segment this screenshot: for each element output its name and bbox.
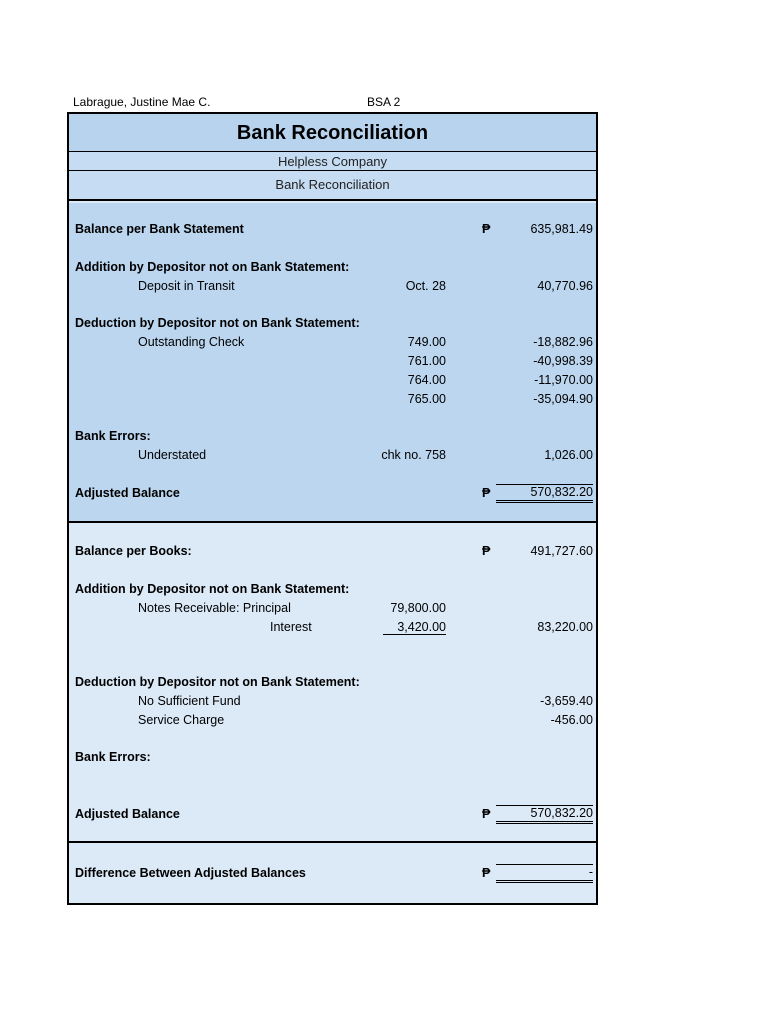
- nsf-amount: -3,659.40: [540, 694, 593, 708]
- books-errors-label: Bank Errors:: [75, 750, 151, 764]
- deposit-transit-label: Deposit in Transit: [138, 279, 235, 293]
- books-balance-amount: 491,727.60: [530, 544, 593, 558]
- bank-adjusted-label: Adjusted Balance: [75, 486, 180, 500]
- interest-amount: 3,420.00: [383, 620, 446, 635]
- course-label: BSA 2: [367, 95, 401, 109]
- bank-errors-label: Bank Errors:: [75, 429, 151, 443]
- service-charge-amount: -456.00: [550, 713, 593, 727]
- books-adjusted-amount: 570,832.20: [496, 805, 593, 824]
- difference-amount: -: [496, 864, 593, 883]
- books-section: [69, 525, 596, 843]
- peso-sign: ₱: [482, 866, 491, 880]
- nsf-label: No Sufficient Fund: [138, 694, 241, 708]
- peso-sign: ₱: [482, 807, 491, 821]
- check-amount: -18,882.96: [533, 335, 593, 349]
- deposit-transit-date: Oct. 28: [405, 279, 446, 293]
- check-number: 765.00: [407, 392, 446, 406]
- check-amount: -40,998.39: [533, 354, 593, 368]
- peso-sign: ₱: [482, 222, 491, 236]
- bank-balance-label: Balance per Bank Statement: [75, 222, 244, 236]
- books-balance-label: Balance per Books:: [75, 544, 192, 558]
- books-deduction-label: Deduction by Depositor not on Bank Statement:: [75, 675, 360, 689]
- understated-amount: 1,026.00: [544, 448, 593, 462]
- check-amount: -11,970.00: [534, 373, 593, 387]
- peso-sign: ₱: [482, 544, 491, 558]
- bank-balance-amount: 635,981.49: [530, 222, 593, 236]
- bank-adjusted-amount: 570,832.20: [496, 484, 593, 503]
- bank-addition-label: Addition by Depositor not on Bank Statement:: [75, 260, 350, 274]
- bank-section: [69, 203, 596, 523]
- outstanding-check-label: Outstanding Check: [138, 335, 245, 349]
- peso-sign: ₱: [482, 486, 491, 500]
- title-band: [69, 114, 596, 152]
- understated-label: Understated: [138, 448, 207, 462]
- books-adjusted-label: Adjusted Balance: [75, 807, 180, 821]
- understated-ref: chk no. 758: [381, 448, 446, 462]
- check-amount: -35,094.90: [533, 392, 593, 406]
- deposit-transit-amount: 40,770.96: [537, 279, 593, 293]
- difference-section: [69, 845, 596, 903]
- service-charge-label: Service Charge: [138, 713, 225, 727]
- addition-total: 83,220.00: [537, 620, 593, 634]
- statement-subtitle: Bank Reconciliation: [69, 171, 596, 201]
- check-number: 761.00: [407, 354, 446, 368]
- interest-label: Interest: [270, 620, 312, 634]
- difference-label: Difference Between Adjusted Balances: [75, 866, 306, 880]
- bank-deduction-label: Deduction by Depositor not on Bank Statement:: [75, 316, 360, 330]
- company-name: Helpless Company: [69, 152, 596, 171]
- books-addition-label: Addition by Depositor not on Bank Statement:: [75, 582, 350, 596]
- principal-amount: 79,800.00: [390, 601, 446, 615]
- page-title: Bank Reconciliation: [236, 122, 429, 144]
- student-name: Labrague, Justine Mae C.: [73, 95, 211, 109]
- check-number: 749.00: [407, 335, 446, 349]
- reconciliation-sheet: [67, 112, 598, 905]
- notes-receivable-label: Notes Receivable: Principal: [138, 601, 291, 615]
- check-number: 764.00: [407, 373, 446, 387]
